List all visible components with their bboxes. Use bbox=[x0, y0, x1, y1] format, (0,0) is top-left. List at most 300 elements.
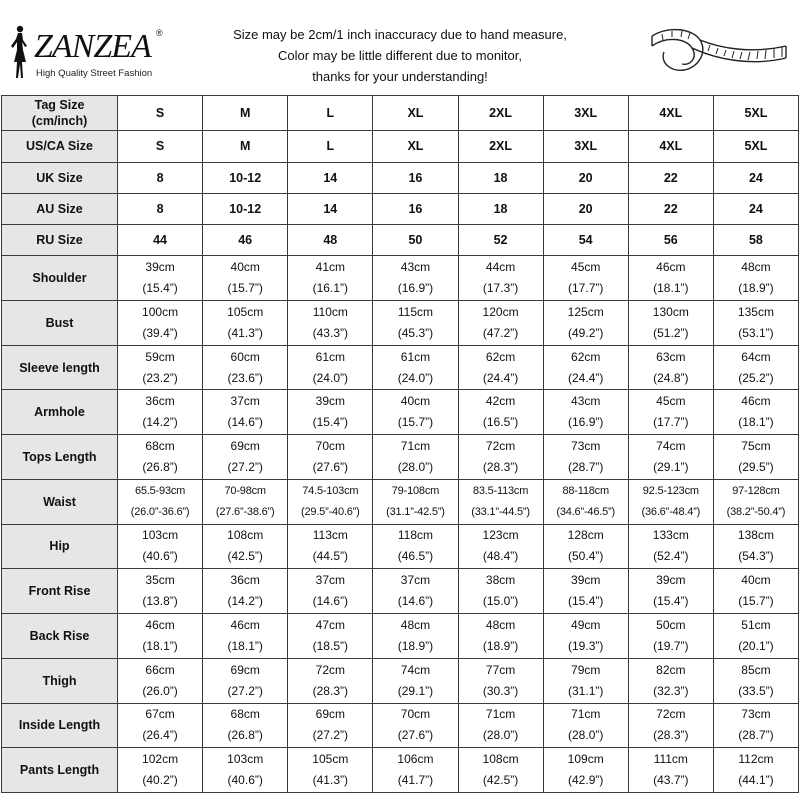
measurement-cell bbox=[203, 435, 288, 480]
inch-value: (15.7”) bbox=[227, 281, 263, 296]
inch-value: (16.9”) bbox=[568, 415, 604, 430]
measurement-cell bbox=[118, 300, 203, 345]
cm-value: 71cm bbox=[400, 438, 431, 453]
cm-value: 39cm bbox=[315, 394, 345, 409]
measurement-cell bbox=[628, 524, 713, 569]
cm-value: 106cm bbox=[397, 752, 434, 767]
inch-value: (18.9”) bbox=[397, 638, 434, 653]
cm-value: 38cm bbox=[485, 573, 516, 588]
measurement-row bbox=[2, 703, 799, 748]
cm-value: 133cm bbox=[652, 528, 689, 543]
cm-value: 88-118cm bbox=[562, 484, 609, 497]
measurement-cell bbox=[118, 614, 203, 659]
cm-value: 62cm bbox=[571, 349, 601, 364]
cm-value: 69cm bbox=[230, 438, 260, 453]
inch-value: (42.5”) bbox=[227, 549, 263, 564]
cm-value: 97-128cm bbox=[732, 484, 780, 497]
measurement-cell bbox=[628, 748, 713, 793]
measurement-cell bbox=[373, 300, 458, 345]
inch-value: (33.1”-44.5”) bbox=[471, 505, 530, 518]
row-label: US/CA Size bbox=[2, 131, 118, 162]
measurement-cell bbox=[118, 748, 203, 793]
measurement-cell bbox=[373, 390, 458, 435]
inch-value: (28.3”) bbox=[312, 683, 348, 698]
inch-value: (41.7”) bbox=[397, 773, 434, 788]
row-label: Armhole bbox=[2, 390, 118, 435]
measurement-row bbox=[2, 658, 799, 703]
measurement-cell bbox=[458, 748, 543, 793]
inch-value: (36.6”-48.4”) bbox=[641, 505, 701, 518]
cm-value: 68cm bbox=[145, 438, 175, 453]
cm-value: 39cm bbox=[656, 573, 686, 588]
inch-value: (41.3”) bbox=[227, 325, 263, 340]
cm-value: 65.5-93cm bbox=[134, 484, 186, 497]
inch-value: (26.0”-36.6”) bbox=[130, 505, 190, 518]
tag-size-row bbox=[2, 96, 799, 131]
cm-value: 70-98cm bbox=[224, 484, 266, 497]
measurement-cell bbox=[713, 479, 798, 524]
inch-value: (18.9”) bbox=[738, 281, 774, 296]
inch-value: (18.1”) bbox=[653, 281, 689, 296]
cm-value: 108cm bbox=[227, 528, 264, 543]
size-cell: 22 bbox=[628, 162, 713, 193]
measurement-cell bbox=[118, 569, 203, 614]
measurement-row bbox=[2, 614, 799, 659]
size-cell: 44 bbox=[118, 224, 203, 255]
measurement-cell bbox=[713, 614, 798, 659]
cm-value: 66cm bbox=[145, 662, 175, 677]
cm-value: 72cm bbox=[656, 707, 686, 722]
inch-value: (40.2”) bbox=[142, 773, 178, 788]
cm-value: 123cm bbox=[482, 528, 519, 543]
inch-value: (24.0”) bbox=[397, 370, 434, 385]
brand-tagline: High Quality Street Fashion bbox=[36, 68, 153, 79]
measurement-cell bbox=[713, 524, 798, 569]
inch-value: (29.1”) bbox=[397, 683, 434, 698]
cm-value: 37cm bbox=[230, 394, 260, 409]
measurement-cell bbox=[288, 345, 373, 390]
measurement-cell bbox=[373, 479, 458, 524]
measurement-cell bbox=[458, 345, 543, 390]
row-label: RU Size bbox=[2, 224, 118, 255]
row-label: Pants Length bbox=[2, 748, 118, 793]
size-row bbox=[2, 131, 799, 162]
measurement-cell bbox=[288, 569, 373, 614]
measurement-cell bbox=[543, 345, 628, 390]
inch-value: (31.1”-42.5”) bbox=[386, 505, 445, 518]
measurement-cell bbox=[628, 345, 713, 390]
size-cell: 10-12 bbox=[203, 193, 288, 224]
cm-value: 138cm bbox=[737, 528, 774, 543]
inch-value: (16.9”) bbox=[397, 281, 434, 296]
measurement-cell bbox=[458, 703, 543, 748]
cm-value: 36cm bbox=[145, 394, 175, 409]
cm-value: 62cm bbox=[485, 349, 516, 364]
cm-value: 103cm bbox=[142, 528, 179, 543]
cm-value: 102cm bbox=[142, 752, 179, 767]
measurement-cell bbox=[713, 748, 798, 793]
cm-value: 82cm bbox=[656, 662, 686, 677]
cm-value: 40cm bbox=[400, 394, 431, 409]
inch-value: (53.1”) bbox=[738, 325, 774, 340]
measurement-cell bbox=[458, 435, 543, 480]
cm-value: 120cm bbox=[482, 304, 519, 319]
inch-value: (43.3”) bbox=[312, 325, 348, 340]
cm-value: 130cm bbox=[652, 304, 689, 319]
size-cell: 46 bbox=[203, 224, 288, 255]
measurement-cell bbox=[543, 524, 628, 569]
size-cell: 52 bbox=[458, 224, 543, 255]
cm-value: 79-108cm bbox=[391, 484, 440, 497]
cm-value: 72cm bbox=[315, 662, 345, 677]
cm-value: 105cm bbox=[312, 752, 349, 767]
size-cell: S bbox=[118, 131, 203, 162]
measurement-cell bbox=[543, 703, 628, 748]
inch-value: (28.0”) bbox=[568, 728, 604, 743]
cm-value: 59cm bbox=[145, 349, 175, 364]
notice-line: Color may be little different due to monitor, bbox=[278, 48, 522, 63]
measurement-cell bbox=[288, 256, 373, 301]
cm-value: 63cm bbox=[656, 349, 686, 364]
measurement-cell bbox=[373, 435, 458, 480]
measurement-notice bbox=[190, 24, 610, 87]
cm-value: 112cm bbox=[738, 752, 774, 767]
size-cell: 14 bbox=[288, 193, 373, 224]
inch-value: (30.3”) bbox=[482, 683, 519, 698]
cm-value: 109cm bbox=[567, 752, 604, 767]
measurement-row bbox=[2, 390, 799, 435]
cm-value: 128cm bbox=[567, 528, 604, 543]
tag-size-cell: 5XL bbox=[713, 96, 798, 131]
cm-value: 79cm bbox=[571, 662, 601, 677]
measurement-cell bbox=[373, 748, 458, 793]
cm-value: 72cm bbox=[485, 438, 516, 453]
cm-value: 85cm bbox=[741, 662, 771, 677]
inch-value: (28.0”) bbox=[482, 728, 519, 743]
cm-value: 68cm bbox=[230, 707, 260, 722]
size-cell: 5XL bbox=[713, 131, 798, 162]
row-label: AU Size bbox=[2, 193, 118, 224]
measurement-row bbox=[2, 435, 799, 480]
measurement-cell bbox=[628, 300, 713, 345]
inch-value: (19.7”) bbox=[653, 638, 689, 653]
measurement-cell bbox=[628, 658, 713, 703]
inch-value: (44.5”) bbox=[312, 549, 348, 564]
measurement-cell bbox=[203, 345, 288, 390]
inch-value: (29.5”) bbox=[738, 459, 774, 474]
measurement-cell bbox=[543, 479, 628, 524]
cm-value: 110cm bbox=[312, 304, 348, 319]
measurement-cell bbox=[288, 703, 373, 748]
measurement-cell bbox=[288, 524, 373, 569]
inch-value: (15.0”) bbox=[482, 594, 519, 609]
inch-value: (16.5”) bbox=[482, 415, 519, 430]
cm-value: 36cm bbox=[230, 573, 260, 588]
inch-value: (27.2”) bbox=[227, 683, 263, 698]
inch-value: (15.7”) bbox=[397, 415, 434, 430]
inch-value: (18.9”) bbox=[482, 638, 519, 653]
cm-value: 108cm bbox=[482, 752, 519, 767]
size-cell: M bbox=[203, 131, 288, 162]
row-label: Bust bbox=[2, 300, 118, 345]
measuring-tape-icon bbox=[640, 18, 790, 90]
measurement-cell bbox=[288, 390, 373, 435]
cm-value: 70cm bbox=[315, 438, 345, 453]
cm-value: 46cm bbox=[230, 617, 260, 632]
inch-value: (18.1”) bbox=[738, 415, 774, 430]
inch-value: (16.1”) bbox=[312, 281, 348, 296]
cm-value: 44cm bbox=[485, 260, 516, 275]
measurement-cell bbox=[373, 256, 458, 301]
cm-value: 118cm bbox=[397, 528, 433, 543]
inch-value: (26.4”) bbox=[142, 728, 178, 743]
inch-value: (20.1”) bbox=[738, 638, 774, 653]
cm-value: 135cm bbox=[737, 304, 774, 319]
cm-value: 43cm bbox=[400, 260, 431, 275]
measurement-cell bbox=[118, 524, 203, 569]
inch-value: (15.4”) bbox=[312, 415, 348, 430]
cm-value: 113cm bbox=[312, 528, 348, 543]
cm-value: 46cm bbox=[656, 260, 686, 275]
inch-value: (40.6”) bbox=[142, 549, 178, 564]
inch-value: (14.2”) bbox=[142, 415, 178, 430]
inch-value: (52.4”) bbox=[653, 549, 689, 564]
cm-value: 71cm bbox=[571, 707, 601, 722]
measurement-cell bbox=[543, 390, 628, 435]
inch-value: (46.5”) bbox=[397, 549, 434, 564]
measurement-cell bbox=[713, 345, 798, 390]
measurement-cell bbox=[458, 300, 543, 345]
tag-size-cell: 3XL bbox=[543, 96, 628, 131]
tag-size-cell: L bbox=[288, 96, 373, 131]
measurement-cell bbox=[203, 614, 288, 659]
inch-value: (28.3”) bbox=[653, 728, 689, 743]
measurement-cell bbox=[458, 390, 543, 435]
size-cell: 20 bbox=[543, 193, 628, 224]
row-label: Shoulder bbox=[2, 256, 118, 301]
inch-value: (45.3”) bbox=[397, 325, 434, 340]
measurement-row bbox=[2, 748, 799, 793]
measurement-cell bbox=[713, 435, 798, 480]
size-cell: 2XL bbox=[458, 131, 543, 162]
inch-value: (23.2”) bbox=[142, 370, 178, 385]
cm-value: 41cm bbox=[315, 260, 345, 275]
measurement-cell bbox=[373, 569, 458, 614]
cm-value: 92.5-123cm bbox=[642, 484, 699, 497]
inch-value: (17.7”) bbox=[568, 281, 604, 296]
cm-value: 37cm bbox=[315, 573, 345, 588]
measurement-cell bbox=[543, 569, 628, 614]
measurement-cell bbox=[713, 569, 798, 614]
measurement-cell bbox=[458, 658, 543, 703]
measurement-cell bbox=[288, 300, 373, 345]
measurement-cell bbox=[118, 479, 203, 524]
cm-value: 115cm bbox=[397, 304, 433, 319]
brand-logo bbox=[4, 24, 164, 84]
tag-size-cell: S bbox=[118, 96, 203, 131]
inch-value: (29.5”-40.6”) bbox=[301, 505, 360, 518]
size-cell: 58 bbox=[713, 224, 798, 255]
cm-value: 48cm bbox=[485, 617, 516, 632]
measurement-cell bbox=[458, 479, 543, 524]
measurement-cell bbox=[203, 658, 288, 703]
size-row bbox=[2, 224, 799, 255]
inch-value: (41.3”) bbox=[312, 773, 348, 788]
inch-value: (14.6”) bbox=[227, 415, 263, 430]
inch-value: (51.2”) bbox=[653, 325, 689, 340]
inch-value: (32.3”) bbox=[653, 683, 689, 698]
row-label: Waist bbox=[2, 479, 118, 524]
measurement-cell bbox=[288, 658, 373, 703]
inch-value: (18.1”) bbox=[227, 638, 263, 653]
tag-size-label: Tag Size (cm/inch) bbox=[2, 96, 118, 131]
measurement-cell bbox=[713, 703, 798, 748]
cm-value: 40cm bbox=[230, 260, 260, 275]
cm-value: 74cm bbox=[400, 662, 431, 677]
size-cell: 4XL bbox=[628, 131, 713, 162]
size-cell: 48 bbox=[288, 224, 373, 255]
measurement-cell bbox=[203, 569, 288, 614]
measurement-cell bbox=[628, 435, 713, 480]
measurement-cell bbox=[628, 614, 713, 659]
cm-value: 42cm bbox=[485, 394, 516, 409]
cm-value: 100cm bbox=[142, 304, 179, 319]
inch-value: (33.5”) bbox=[738, 683, 774, 698]
measurement-cell bbox=[458, 569, 543, 614]
size-cell: 18 bbox=[458, 162, 543, 193]
measurement-cell bbox=[118, 256, 203, 301]
size-cell: L bbox=[288, 131, 373, 162]
measurement-cell bbox=[628, 390, 713, 435]
cm-value: 61cm bbox=[400, 349, 431, 364]
inch-value: (24.4”) bbox=[482, 370, 519, 385]
inch-value: (54.3”) bbox=[738, 549, 774, 564]
inch-value: (43.7”) bbox=[653, 773, 689, 788]
measurement-cell bbox=[543, 256, 628, 301]
cm-value: 125cm bbox=[567, 304, 604, 319]
cm-value: 48cm bbox=[741, 260, 771, 275]
inch-value: (27.2”) bbox=[227, 459, 263, 474]
size-cell: XL bbox=[373, 131, 458, 162]
measurement-row bbox=[2, 300, 799, 345]
tag-size-cell: 2XL bbox=[458, 96, 543, 131]
measurement-cell bbox=[373, 614, 458, 659]
measurement-cell bbox=[628, 256, 713, 301]
cm-value: 35cm bbox=[145, 573, 175, 588]
cm-value: 70cm bbox=[400, 707, 431, 722]
inch-value: (26.8”) bbox=[142, 459, 178, 474]
inch-value: (15.4”) bbox=[653, 594, 689, 609]
measurement-row bbox=[2, 569, 799, 614]
size-cell: 3XL bbox=[543, 131, 628, 162]
size-cell: 56 bbox=[628, 224, 713, 255]
inch-value: (14.6”) bbox=[397, 594, 434, 609]
size-cell: 54 bbox=[543, 224, 628, 255]
measurement-cell bbox=[543, 658, 628, 703]
measurement-cell bbox=[458, 614, 543, 659]
measurement-cell bbox=[373, 658, 458, 703]
row-label: Thigh bbox=[2, 658, 118, 703]
measurement-cell bbox=[713, 256, 798, 301]
inch-value: (44.1”) bbox=[738, 773, 774, 788]
cm-value: 45cm bbox=[656, 394, 686, 409]
cm-value: 67cm bbox=[145, 707, 175, 722]
inch-value: (28.7”) bbox=[568, 459, 604, 474]
cm-value: 105cm bbox=[227, 304, 264, 319]
measurement-cell bbox=[543, 300, 628, 345]
inch-value: (31.1”) bbox=[568, 683, 604, 698]
inch-value: (29.1”) bbox=[653, 459, 689, 474]
size-cell: 22 bbox=[628, 193, 713, 224]
measurement-cell bbox=[203, 256, 288, 301]
inch-value: (15.7”) bbox=[738, 594, 774, 609]
cm-value: 83.5-113cm bbox=[472, 484, 529, 497]
cm-value: 50cm bbox=[656, 617, 686, 632]
cm-value: 45cm bbox=[571, 260, 601, 275]
measurement-cell bbox=[713, 390, 798, 435]
inch-value: (14.6”) bbox=[312, 594, 348, 609]
inch-value: (42.5”) bbox=[482, 773, 519, 788]
row-label: Tops Length bbox=[2, 435, 118, 480]
notice-line: thanks for your understanding! bbox=[312, 69, 488, 84]
inch-value: (34.6”-46.5”) bbox=[556, 505, 615, 518]
inch-value: (17.7”) bbox=[653, 415, 689, 430]
inch-value: (23.6”) bbox=[227, 370, 263, 385]
size-cell: 24 bbox=[713, 193, 798, 224]
inch-value: (27.6”) bbox=[397, 728, 434, 743]
inch-value: (38.2”-50.4”) bbox=[726, 505, 786, 518]
inch-value: (26.8”) bbox=[227, 728, 263, 743]
measurement-row bbox=[2, 524, 799, 569]
cm-value: 111cm bbox=[653, 752, 688, 767]
size-cell: 24 bbox=[713, 162, 798, 193]
cm-value: 74.5-103cm bbox=[302, 484, 359, 497]
size-row bbox=[2, 193, 799, 224]
size-cell: 8 bbox=[118, 193, 203, 224]
inch-value: (15.4”) bbox=[142, 281, 178, 296]
row-label: Back Rise bbox=[2, 614, 118, 659]
fashion-figure-icon bbox=[6, 24, 32, 80]
measurement-cell bbox=[628, 703, 713, 748]
cm-value: 60cm bbox=[230, 349, 260, 364]
page-header bbox=[0, 0, 800, 94]
cm-value: 103cm bbox=[227, 752, 264, 767]
size-cell: 50 bbox=[373, 224, 458, 255]
measurement-row bbox=[2, 345, 799, 390]
measurement-row bbox=[2, 256, 799, 301]
measurement-cell bbox=[203, 390, 288, 435]
cm-value: 49cm bbox=[571, 617, 601, 632]
inch-value: (27.2”) bbox=[312, 728, 348, 743]
measurement-cell bbox=[288, 748, 373, 793]
inch-value: (25.2”) bbox=[738, 370, 774, 385]
measurement-cell bbox=[628, 569, 713, 614]
measurement-cell bbox=[203, 748, 288, 793]
row-label: Inside Length bbox=[2, 703, 118, 748]
inch-value: (48.4”) bbox=[482, 549, 519, 564]
measurement-cell bbox=[543, 435, 628, 480]
size-cell: 20 bbox=[543, 162, 628, 193]
inch-value: (24.4”) bbox=[568, 370, 604, 385]
inch-value: (28.0”) bbox=[397, 459, 434, 474]
cm-value: 51cm bbox=[741, 617, 771, 632]
measurement-cell bbox=[288, 435, 373, 480]
cm-value: 69cm bbox=[315, 707, 345, 722]
inch-value: (14.2”) bbox=[227, 594, 263, 609]
measurement-cell bbox=[203, 300, 288, 345]
row-label: Sleeve length bbox=[2, 345, 118, 390]
tag-size-cell: XL bbox=[373, 96, 458, 131]
